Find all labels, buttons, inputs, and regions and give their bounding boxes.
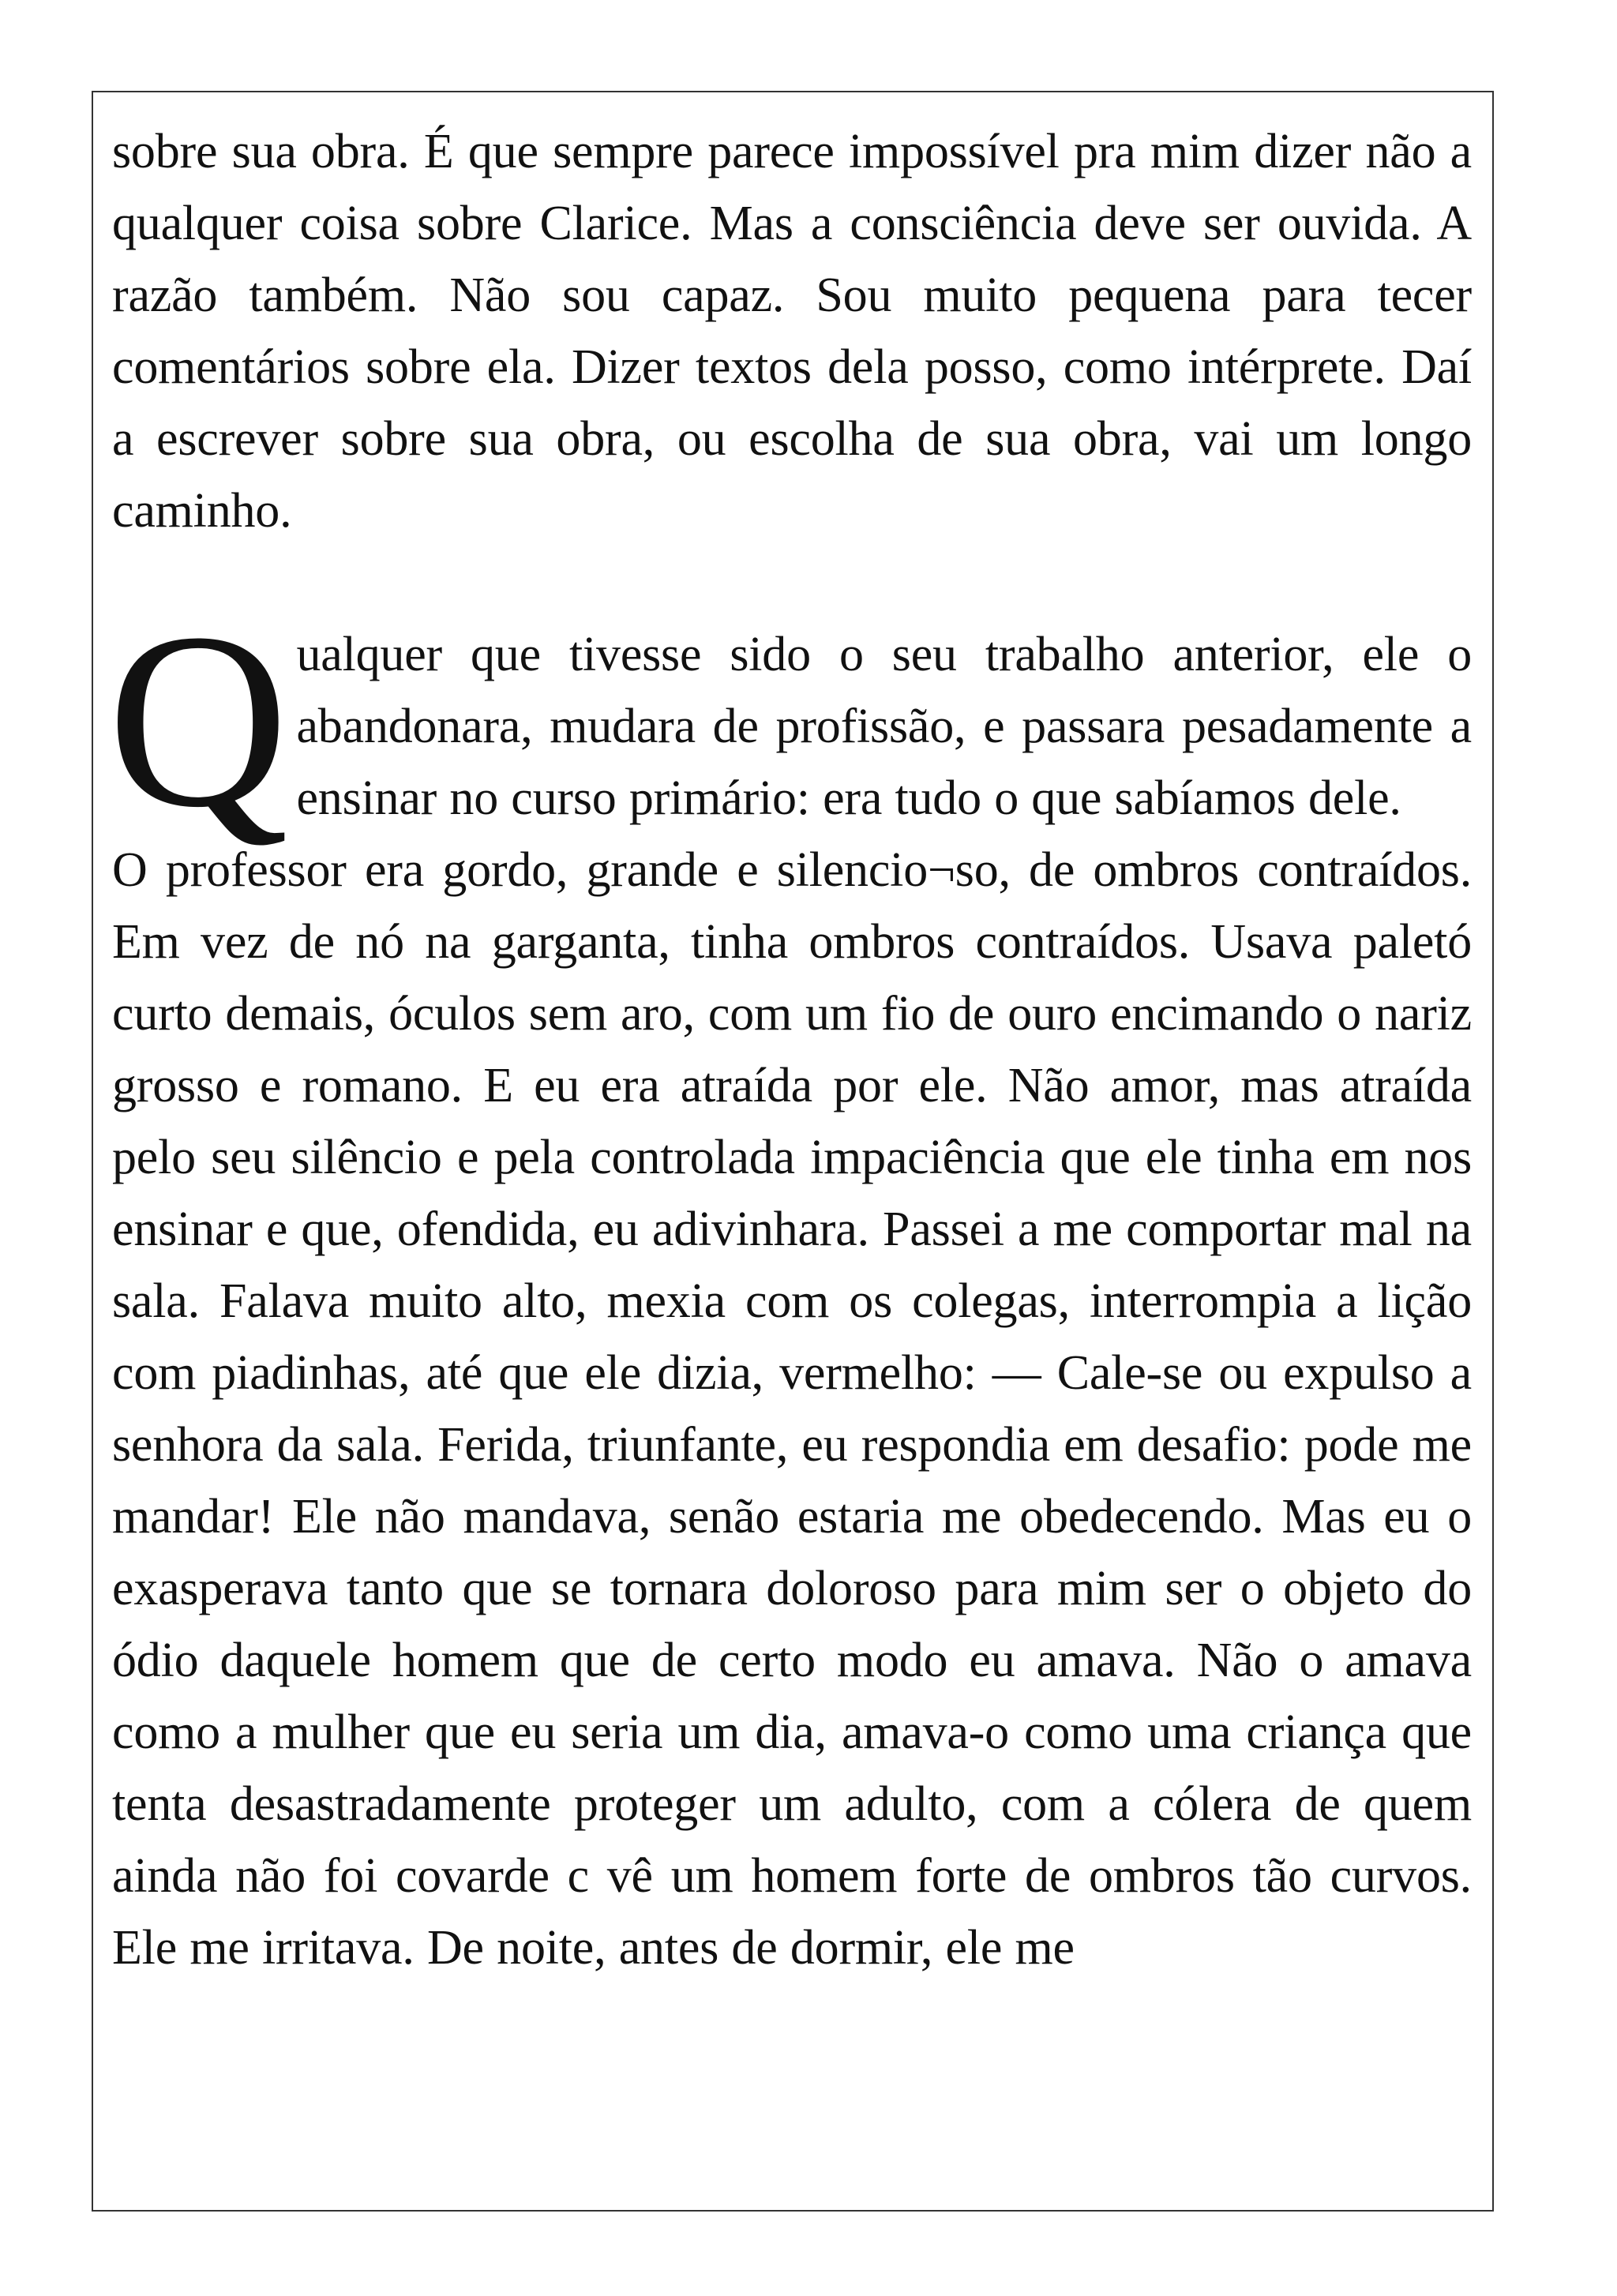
paragraph-professor: O professor era gordo, grande e silencio¬so, de ombros contraídos. Em vez de nó na garganta, tinha ombros contraídos. Usava paletó curto demais, óculos sem aro, com um fio de ouro encimando o nariz grosso e romano. E eu era atraída por ele. Não amor, mas atraída pelo seu silêncio e pela controlada impaciência que ele tinha em nos ensinar e que, ofendida, eu adivinhara. Passei a me comportar mal na sala. Falava muito alto, mexia com os colegas, interrompia a lição com piadinhas, até que ele dizia, vermelho: — Cale-se ou expulso a senhora da sala. Ferida, triunfante, eu respondia em desafio: pode me mandar! Ele não mandava, senão estaria me obedecendo. Mas eu o exasperava tanto que se tornara doloroso para mim ser o objeto do ódio daquele homem que de certo modo eu amava. Não o amava como a mulher que eu seria um dia, amava-o como uma criança que tenta desastradamente proteger um adulto, com a cólera de quem ainda não foi covarde c vê um homem forte de ombros tão curvos. Ele me irritava. De noite, antes de dormir, ele me [112,843,1472,1975]
paragraph-gap [112,547,1472,619]
page-frame [92,91,1494,2212]
paragraph-story-opening [107,581,1472,859]
paragraph-intro: sobre sua obra. É que sempre parece impossível pra mim dizer não a qualquer coisa sobre Clarice. Mas a consciência deve ser ouvida. A razão também. Não sou capaz. Sou muito pequena para tecer comentários sobre ela. Dizer textos dela posso, como intérprete. Daí a escrever sobre sua obra, ou escolha de sua obra, vai um longo caminho. [112,125,1472,538]
drop-cap-letter: Q [107,581,289,859]
story-opening-text: ualquer que tivesse sido o seu trabalho anterior, ele o abandonara, mudara de profissão, e passara pesadamente a ensinar no curso primário: era tudo o que sabíamos dele. [296,628,1472,825]
